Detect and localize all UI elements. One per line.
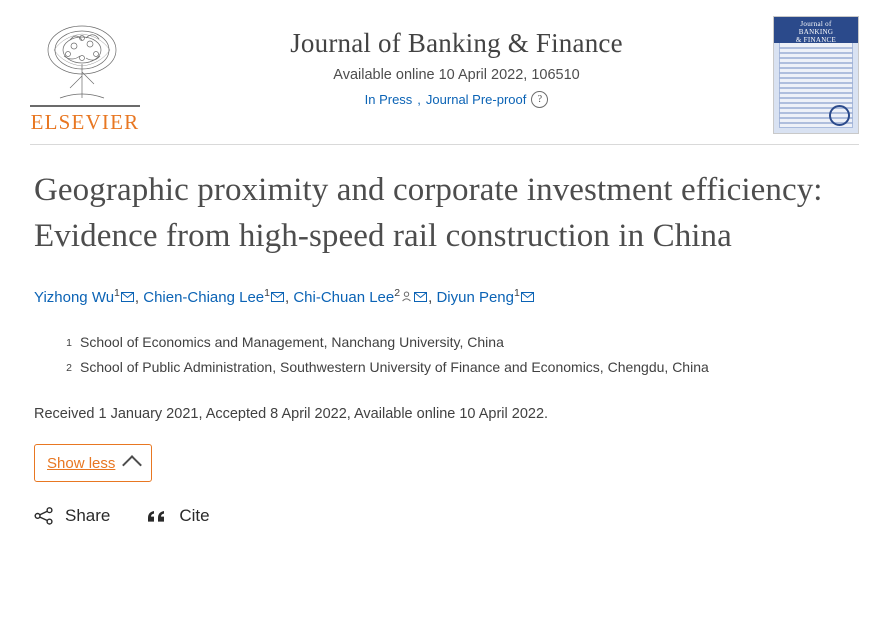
affiliation-item	[64, 355, 855, 380]
show-less-button[interactable]	[34, 444, 152, 482]
cover-title-line2: BANKING	[798, 28, 834, 36]
cover-title-line1: Journal of	[800, 20, 832, 28]
article-history: Received 1 January 2021, Accepted 8 April 2022, Available online 10 April 2022.	[34, 406, 549, 422]
affiliation-item	[64, 330, 855, 355]
article-actions	[0, 506, 889, 526]
affiliation-number: 1	[66, 337, 72, 349]
cover-band	[774, 17, 858, 43]
envelope-icon[interactable]	[521, 286, 534, 310]
author-affiliation-marker: 1	[114, 287, 120, 299]
author-name[interactable]: Yizhong Wu	[34, 289, 115, 306]
envelope-icon[interactable]	[121, 286, 134, 310]
author-separator: ,	[285, 289, 290, 306]
author-separator: ,	[134, 289, 140, 306]
journal-header	[0, 0, 889, 134]
journal-pre-proof-link[interactable]: Journal Pre-proof	[425, 92, 527, 107]
journal-info	[140, 14, 773, 108]
press-status	[140, 91, 773, 108]
author-affiliation-marker: 2	[394, 287, 401, 299]
envelope-icon[interactable]	[271, 286, 284, 310]
show-less-label: Show less	[47, 454, 116, 472]
envelope-icon[interactable]	[414, 286, 427, 310]
article-block	[0, 145, 889, 482]
affiliation-text: School of Public Administration, Southwestern University of Finance and Economics, Chengdu, China	[80, 359, 709, 375]
author-affiliation-marker: 1	[514, 287, 520, 299]
chevron-up-icon	[122, 455, 142, 475]
author-entry	[436, 289, 534, 306]
page-title: Geographic proximity and corporate investment efficiency: Evidence from high-speed rail construction in China	[34, 172, 823, 254]
help-icon[interactable]: ?	[531, 91, 548, 108]
affiliation-number: 2	[66, 362, 72, 374]
journal-title: Journal of Banking & Finance	[290, 28, 623, 58]
press-separator: ,	[417, 92, 421, 107]
availability-text: Available online 10 April 2022, 106510	[333, 67, 580, 83]
author-affiliation-marker: 1	[264, 287, 270, 299]
share-label: Share	[65, 506, 111, 525]
elsevier-logo	[30, 14, 140, 135]
author-separator: ,	[428, 289, 433, 306]
author-entry	[143, 289, 289, 306]
share-icon	[34, 507, 54, 525]
cover-text-lines	[779, 47, 853, 107]
journal-cover-image[interactable]	[773, 16, 859, 134]
affiliation-list	[34, 330, 855, 380]
elsevier-tree-icon	[30, 20, 134, 104]
author-name[interactable]: Diyun Peng	[436, 289, 514, 306]
elsevier-wordmark: ELSEVIER	[30, 105, 140, 135]
in-press-link[interactable]: In Press	[364, 92, 413, 107]
cover-title-line3: & FINANCE	[795, 36, 837, 44]
cover-logo-circle	[829, 105, 850, 126]
share-button[interactable]	[34, 506, 110, 526]
person-icon[interactable]	[401, 286, 412, 310]
cite-label: Cite	[179, 506, 210, 525]
cite-button[interactable]	[146, 506, 209, 526]
author-list	[34, 281, 855, 310]
affiliation-text: School of Economics and Management, Nanchang University, China	[80, 334, 504, 350]
author-entry	[293, 289, 432, 306]
author-name[interactable]: Chi-Chuan Lee	[293, 289, 395, 306]
author-entry	[34, 289, 139, 306]
author-name[interactable]: Chien-Chiang Lee	[143, 289, 265, 306]
quote-icon	[146, 507, 168, 525]
